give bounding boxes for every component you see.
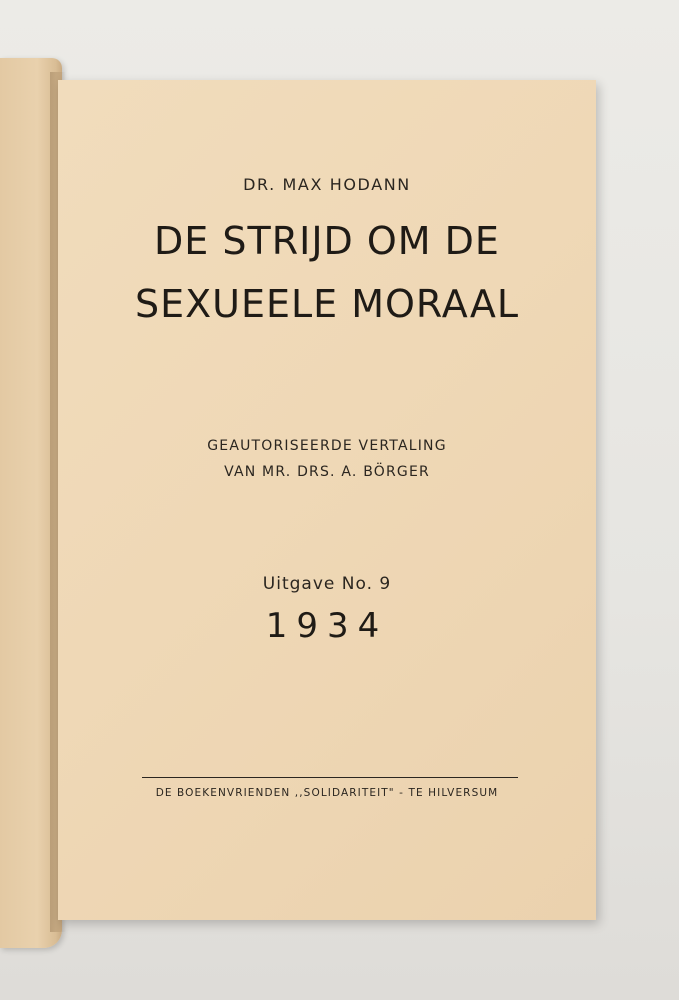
title-page (58, 80, 596, 920)
publisher-imprint: DE BOEKENVRIENDEN ,,SOLIDARITEIT" - TE HILVERSUM (155, 787, 499, 799)
translation-credit-line-1: GEAUTORISEERDE VERTALING (207, 438, 447, 454)
title-page-content (58, 80, 596, 920)
publisher-divider (142, 777, 518, 778)
author-name: DR. MAX HODANN (243, 175, 411, 194)
publication-year: 1934 (265, 606, 389, 646)
translation-credit-line-2: VAN MR. DRS. A. BÖRGER (224, 464, 430, 480)
edition-number: Uitgave No. 9 (262, 574, 392, 594)
book-title-line-2: SEXUEELE MORAAL (134, 282, 520, 326)
book-title-line-1: DE STRIJD OM DE (154, 219, 500, 263)
